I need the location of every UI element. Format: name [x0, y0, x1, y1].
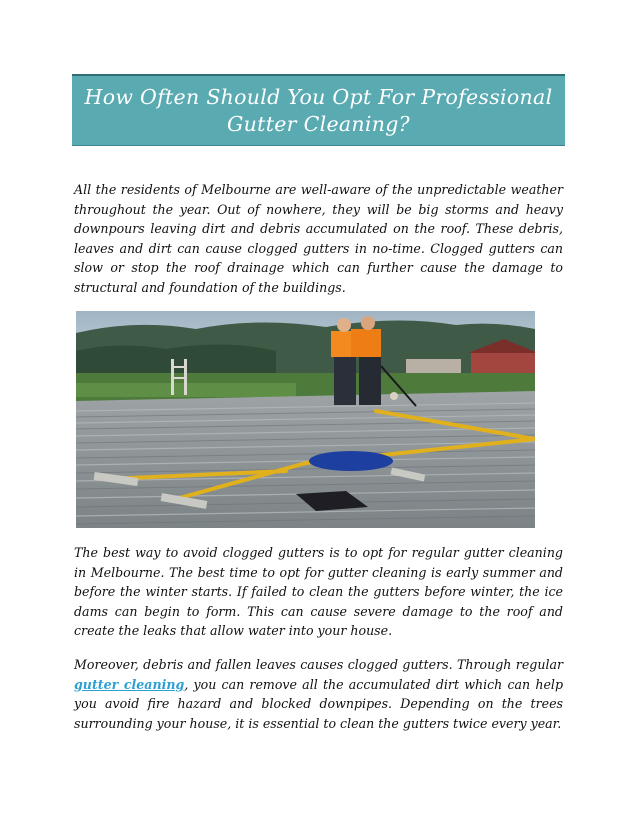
paragraph-text-before-link: Moreover, debris and fallen leaves causes clogged gutters. Through regular [74, 657, 563, 672]
title-banner [72, 74, 565, 146]
page-title-line-2: Gutter Cleaning? [227, 111, 410, 136]
gutter-cleaning-link[interactable]: gutter cleaning [74, 676, 185, 692]
paragraph-text-after-link: , you can remove all the accumulated dirt which can help you avoid fire hazard and blocked downpipes. Depending on the trees surrounding your house, it is essential to clean the gutters twice every year. [74, 676, 564, 731]
advice-paragraph: The best way to avoid clogged gutters is to opt for regular gutter cleaning in Melbourne. The best time to opt for gutter cleaning is early summer and before the winter starts. If failed to clean the gutters before winter, the ice dams can begin to form. This can cause severe damage to the roof and create the leaks that allow water into your house. [74, 545, 563, 639]
roof-workers-photo [76, 311, 535, 528]
gutter-cleaning-paragraph [74, 655, 563, 733]
page-title-line-1: How Often Should You Opt For Professional [84, 84, 553, 109]
intro-paragraph: All the residents of Melbourne are well-aware of the unpredictable weather throughout the year. Out of nowhere, they will be big storms and heavy downpours leaving dirt and debris accumulated on the roof. These debris, leaves and dirt can cause clogged gutters in no-time. Clogged gutters can slow or stop the roof drainage which can further cause the damage to structural and foundation of the buildings. [74, 182, 563, 295]
